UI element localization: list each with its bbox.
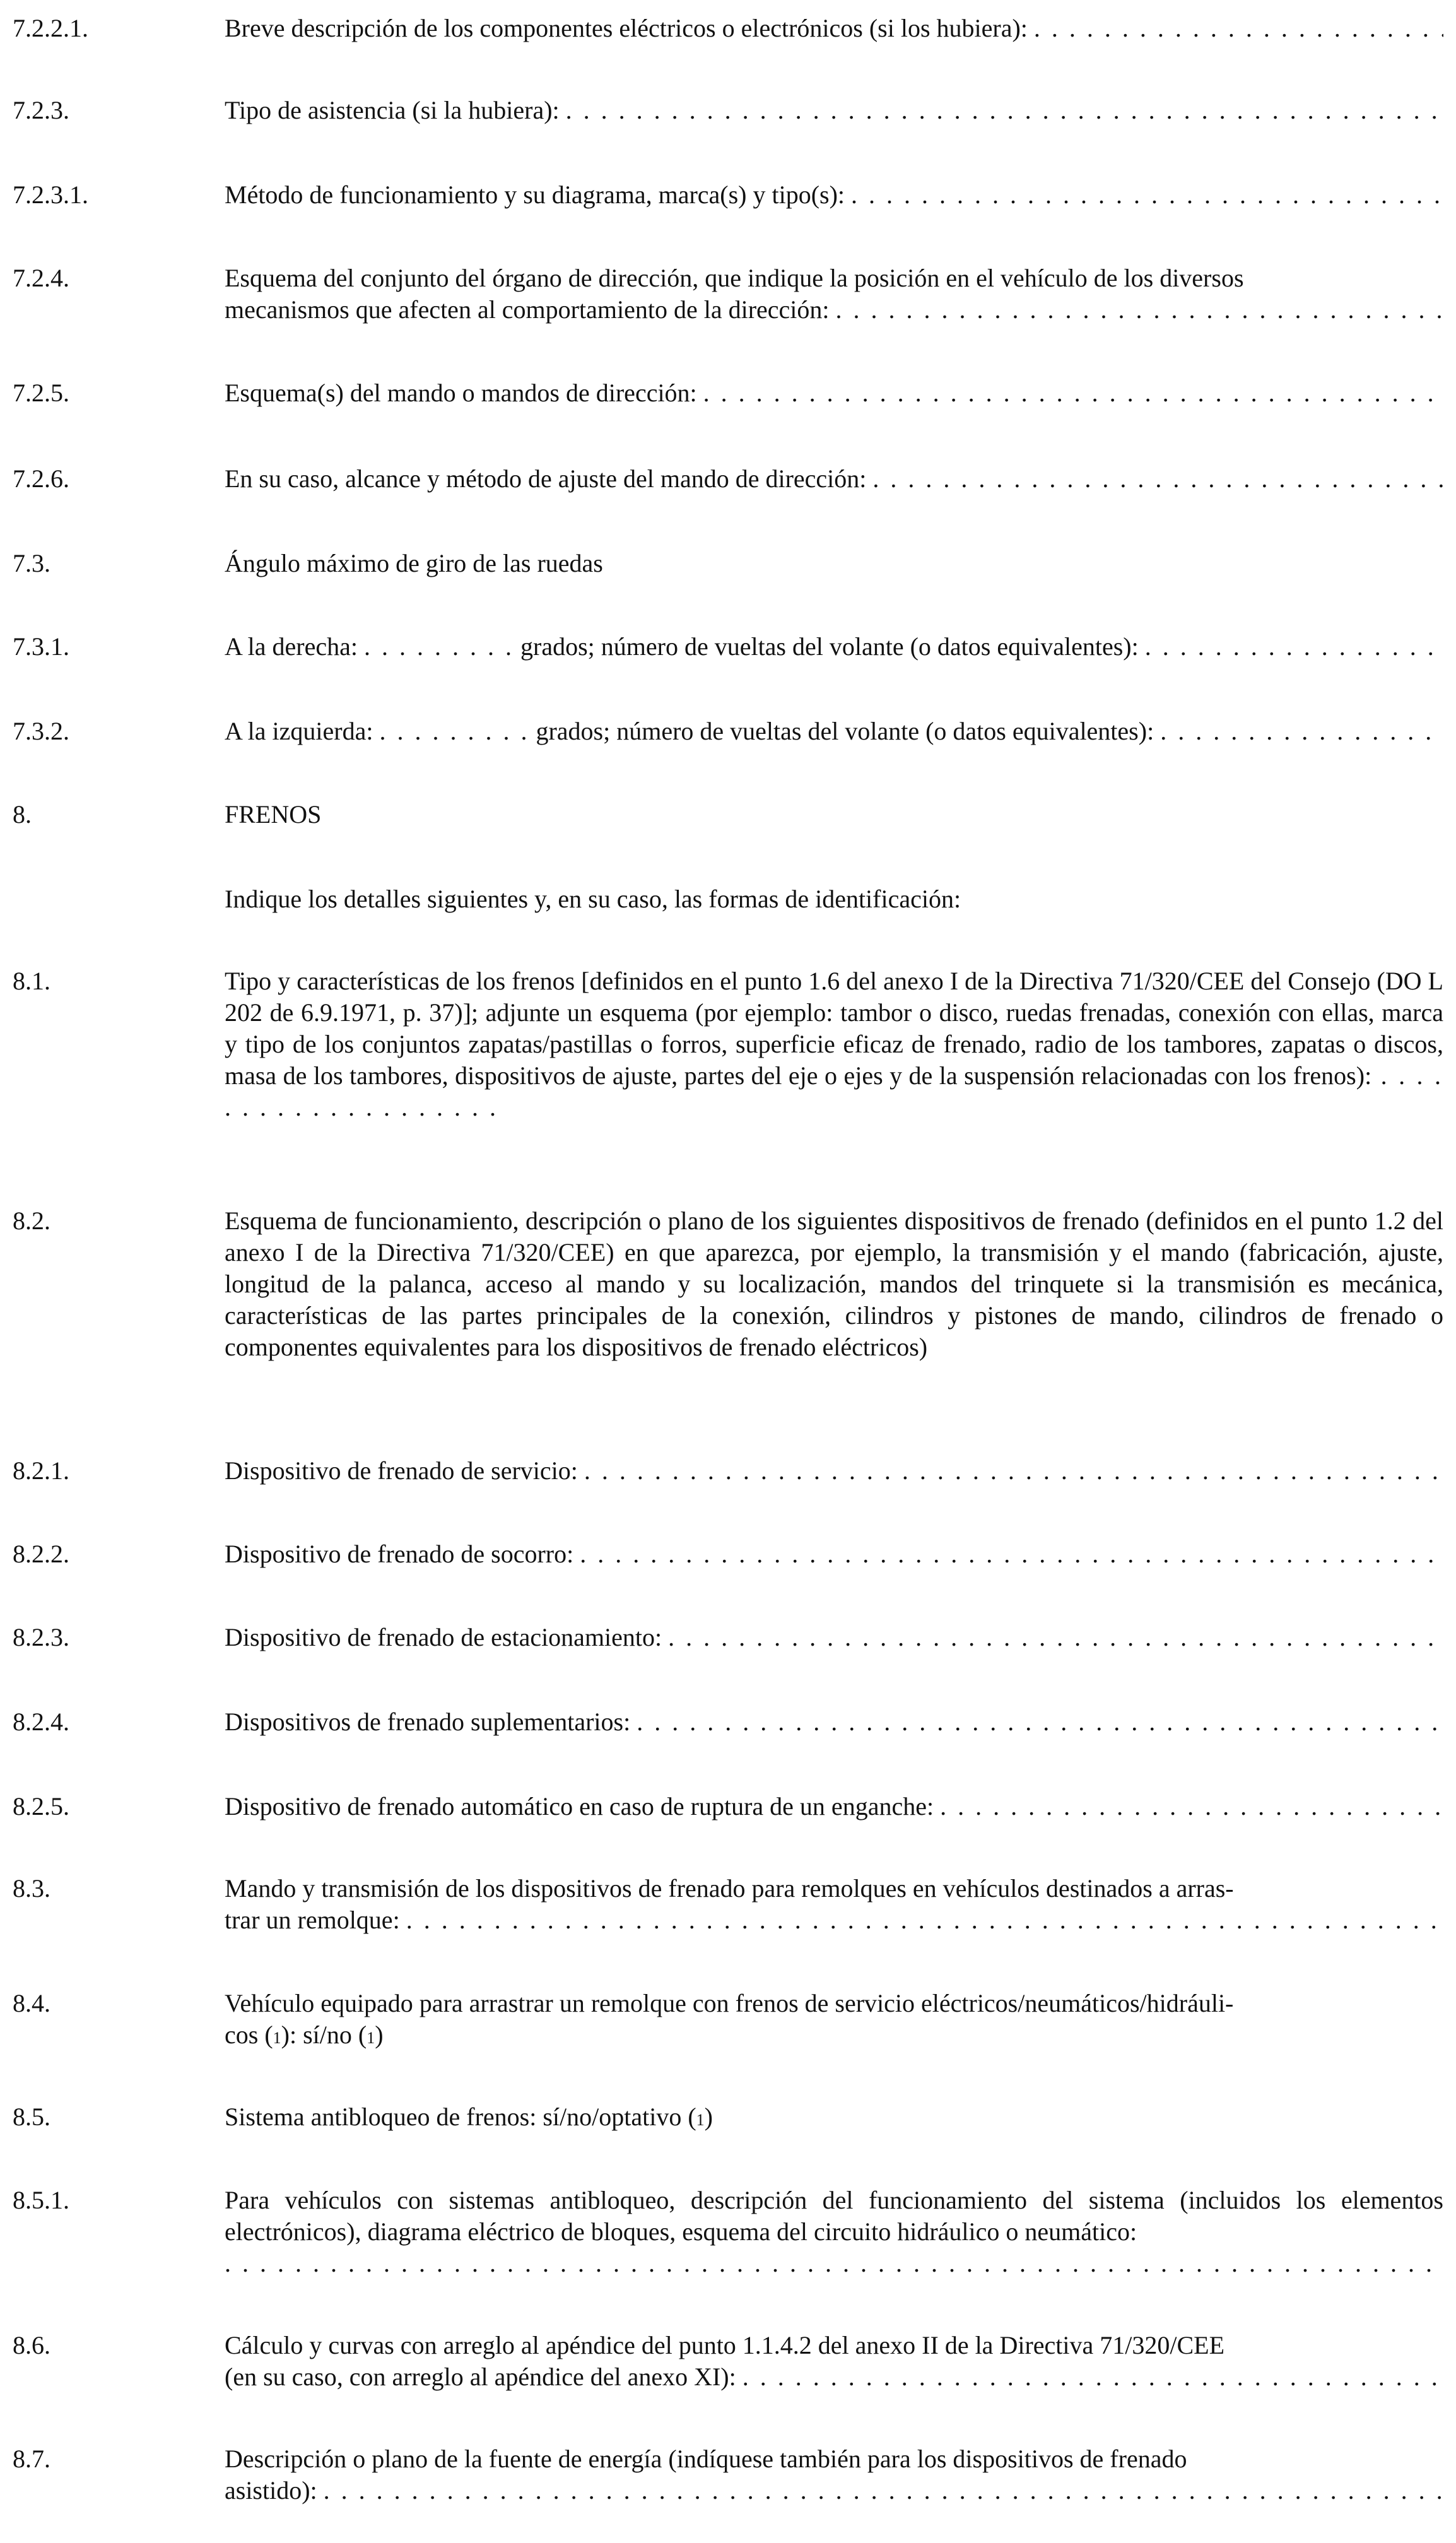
dot-leader xyxy=(836,294,1444,326)
item-number: 7.2.6. xyxy=(13,464,69,493)
item-label: Dispositivo de frenado de servicio: xyxy=(225,1456,578,1485)
item-label-post: grados; número de vueltas del volante (o datos equivalentes): xyxy=(536,717,1154,745)
item-number: 7.2.2.1. xyxy=(13,14,88,42)
item-text xyxy=(225,548,1443,579)
item-number: 7.3.1. xyxy=(13,632,69,661)
item-number: 8.5. xyxy=(13,2103,50,2131)
item-text xyxy=(225,631,1443,663)
dot-leader xyxy=(364,631,514,663)
item-paragraph: Para vehículos con sistemas antibloqueo, descripción del funcionamiento del sistema (incluidos los elementos electrónicos), diagrama eléctrico de bloques, esquema del circuito hidráulico o neumático: xyxy=(225,2186,1443,2246)
item-text xyxy=(225,2185,1443,2279)
section-title: FRENOS xyxy=(225,800,322,829)
item-text xyxy=(225,179,1443,211)
instruction-text: Indique los detalles siguientes y, en su caso, las formas de identificación: xyxy=(225,885,961,913)
dot-leader xyxy=(940,1791,1443,1822)
item-label: Dispositivo de frenado de socorro: xyxy=(225,1540,574,1568)
item-number: 8.2. xyxy=(13,1207,50,1235)
item-text: Sistema antibloqueo de frenos: sí/no/optativo ( 1 ) xyxy=(225,2101,1443,2133)
item-label-part: cos ( xyxy=(225,2021,273,2049)
item-label-line2: (en su caso, con arreglo al apéndice del anexo XI): xyxy=(225,2363,736,2391)
item-number: 8.7. xyxy=(13,2445,50,2473)
dot-leader xyxy=(1160,716,1443,747)
item-number: 8.5.1. xyxy=(13,2186,69,2214)
item-number: 7.2.4. xyxy=(13,264,69,292)
item-label: Sistema antibloqueo de frenos: sí/no/optativo ( xyxy=(225,2103,696,2131)
item-label-line1: Cálculo y curvas con arreglo al apéndice del punto 1.1.4.2 del anexo II de la Directiva 71/320/CEE xyxy=(225,2331,1225,2359)
item-text xyxy=(225,965,1443,1123)
item-label-pre: A la izquierda: xyxy=(225,717,373,745)
dot-leader xyxy=(566,95,1443,126)
item-label-pre: A la derecha: xyxy=(225,632,358,661)
dot-leader xyxy=(1034,13,1443,44)
item-paragraph: Esquema de funcionamiento, descripción o plano de los siguientes dispositivos de frenado (definidos en el punto 1.2 del anexo I de la Directiva 71/320/CEE) en que aparezca, por ejemplo, la transmisión y el mando (fabricación, ajuste, longitud de la palanca, acceso al mando y su localización, mandos del trinquete si la transmisión es mecánica, características de las partes principales de la conexión, cilindros y pistones de mando, cilindros de frenado o componentes equivalentes para los dispositivos de frenado eléctricos) xyxy=(225,1207,1443,1361)
item-number: 8.2.1. xyxy=(13,1456,69,1485)
item-label: Breve descripción de los componentes eléctricos o electrónicos (si los hubiera): xyxy=(225,14,1028,42)
item-number: 8.4. xyxy=(13,1989,50,2017)
item-number: 8.1. xyxy=(13,967,50,995)
item-text xyxy=(225,2330,1443,2393)
item-text xyxy=(225,1455,1443,1487)
dot-leader xyxy=(584,1455,1443,1487)
item-label-line2: asistido): xyxy=(225,2476,317,2505)
item-number: 8.2.4. xyxy=(13,1708,69,1736)
item-label-part: ): sí/no ( xyxy=(281,2021,367,2049)
item-label: En su caso, alcance y método de ajuste del mando de dirección: xyxy=(225,464,867,493)
item-text xyxy=(225,799,1443,830)
item-label-line1: Esquema del conjunto del órgano de dirección, que indique la posición en el vehículo de los diversos xyxy=(225,264,1244,292)
dot-leader xyxy=(580,1538,1443,1570)
item-text xyxy=(225,95,1443,126)
dot-leader xyxy=(851,179,1443,211)
dot-leader xyxy=(225,2248,1443,2279)
item-number: 8.3. xyxy=(13,1874,50,1903)
dot-leader xyxy=(324,2475,1443,2506)
item-label: Esquema(s) del mando o mandos de dirección: xyxy=(225,379,697,407)
dot-leader xyxy=(379,716,529,747)
dot-leader-inline: . . . . . . . . . . . . . . . . . . . . xyxy=(225,1061,1444,1121)
item-number: 7.2.3. xyxy=(13,96,69,124)
dot-leader xyxy=(743,2361,1443,2393)
item-number: 8.6. xyxy=(13,2331,50,2359)
item-label-post: grados; número de vueltas del volante (o datos equivalentes): xyxy=(520,632,1139,661)
item-text xyxy=(225,716,1443,747)
item-label-line1: Descripción o plano de la fuente de energía (indíquese también para los dispositivos de frenado xyxy=(225,2445,1187,2473)
item-number: 8. xyxy=(13,800,32,829)
item-text xyxy=(225,1622,1443,1653)
item-label-line1: Mando y transmisión de los dispositivos de frenado para remolques en vehículos destinados a arras- xyxy=(225,1874,1234,1903)
item-text xyxy=(225,1791,1443,1822)
item-text: Vehículo equipado para arrastrar un remolque con frenos de servicio eléctricos/neumáticos/hidráuli- cos ( 1 ): sí/no ( 1 ) xyxy=(225,1988,1443,2051)
item-text xyxy=(225,263,1443,326)
item-label: Dispositivos de frenado suplementarios: xyxy=(225,1708,631,1736)
item-label-line1: Vehículo equipado para arrastrar un remolque con frenos de servicio eléctricos/neumáticos/hidráuli- xyxy=(225,1989,1234,2017)
item-text xyxy=(225,1538,1443,1570)
item-label-line2: mecanismos que afecten al comportamiento de la dirección: xyxy=(225,295,830,324)
item-label: Dispositivo de frenado de estacionamiento: xyxy=(225,1623,662,1651)
item-number: 7.3.2. xyxy=(13,717,69,745)
item-number: 7.2.3.1. xyxy=(13,180,88,209)
item-text xyxy=(225,1706,1443,1738)
item-label: Método de funcionamiento y su diagrama, marca(s) y tipo(s): xyxy=(225,180,845,209)
item-text xyxy=(225,2443,1443,2506)
dot-leader xyxy=(637,1706,1443,1738)
dot-leader xyxy=(668,1622,1443,1653)
item-heading: Ángulo máximo de giro de las ruedas xyxy=(225,549,603,577)
item-text xyxy=(225,1873,1443,1936)
item-label-line2: trar un remolque: xyxy=(225,1906,400,1934)
item-number: 8.2.3. xyxy=(13,1623,69,1651)
item-label: Tipo de asistencia (si la hubiera): xyxy=(225,96,560,124)
item-text xyxy=(225,377,1443,409)
dot-leader xyxy=(406,1904,1443,1936)
item-label: Dispositivo de frenado automático en caso de ruptura de un enganche: xyxy=(225,1792,934,1820)
dot-leader xyxy=(872,463,1443,495)
item-text xyxy=(225,13,1443,44)
dot-leader xyxy=(703,377,1443,409)
item-label-end: ) xyxy=(704,2103,713,2131)
item-text xyxy=(225,1205,1443,1363)
item-number: 8.2.2. xyxy=(13,1540,69,1568)
item-number: 7.2.5. xyxy=(13,379,69,407)
item-number: 8.2.5. xyxy=(13,1792,69,1820)
item-number: 7.3. xyxy=(13,549,50,577)
dot-leader xyxy=(1145,631,1443,663)
item-paragraph: Tipo y características de los frenos [definidos en el punto 1.6 del anexo I de la Directiva 71/320/CEE del Consejo (DO L 202 de 6.9.1971, p. 37)]; adjunte un esquema (por ejemplo: tambor o disco, ruedas frenadas, conexión con ellas, marca y tipo de los conjuntos zapatas/pastillas o forros, superficie eficaz de frenado, radio de los tambores, zapatas o discos, masa de los tambores, dispositivos de ajuste, partes del eje o ejes y de la suspensión relacionadas con los frenos): xyxy=(225,967,1443,1090)
item-text xyxy=(225,883,1443,915)
item-label-part: ) xyxy=(375,2021,384,2049)
item-text xyxy=(225,463,1443,495)
